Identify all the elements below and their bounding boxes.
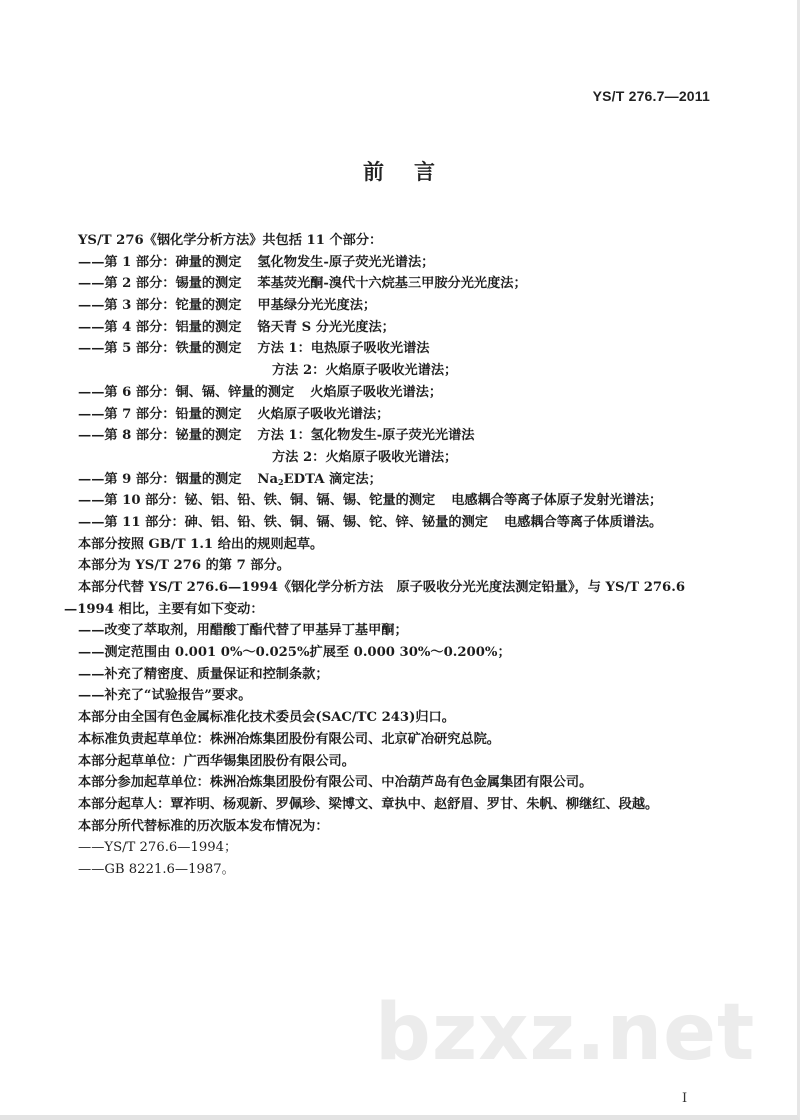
part-6 [78, 382, 718, 404]
part-method: 电感耦合等离子体质谱法。 [503, 514, 663, 530]
part-label: ——第 11 部分：砷、铝、铅、铁、铜、镉、锡、铊、锌、铋量的测定 [78, 514, 488, 530]
part-label: ——第 1 部分：砷量的测定 [78, 254, 242, 270]
part-label: ——第 3 部分：铊量的测定 [78, 298, 242, 314]
change-item: ——改变了萃取剂，用醋酸丁酯代替了甲基异丁基甲酮； [78, 623, 408, 639]
part-method: 氢化物发生-原子荧光光谱法； [257, 254, 435, 270]
part-label: ——第 8 部分：铋量的测定 [78, 428, 242, 444]
standard-code: YS/T 276.7—2011 [592, 88, 710, 104]
committee-statement: 本部分由全国有色金属标准化技术委员会(SAC/TC 243)归口。 [78, 710, 455, 726]
change-item: ——补充了“试验报告”要求。 [78, 688, 252, 704]
part-2 [78, 273, 718, 295]
change-item: ——测定范围由 0.001 0%～0.025%扩展至 0.000 30%～0.200%； [78, 645, 511, 661]
part-method: 甲基绿分光光度法； [257, 298, 377, 314]
history-item: ——YS/T 276.6—1994； [78, 840, 238, 856]
part-label: ——第 10 部分：铋、铝、铅、铁、铜、镉、锡、铊量的测定 [78, 493, 436, 509]
part-label: ——第 4 部分：铝量的测定 [78, 319, 242, 335]
page-number: I [682, 1091, 688, 1106]
part-method: 苯基荧光酮-溴代十六烷基三甲胺分光光度法； [257, 276, 527, 292]
change-item: ——补充了精密度、质量保证和控制条款； [78, 666, 329, 682]
history-item: ——GB 8221.6—1987。 [78, 861, 235, 877]
drafting-unit: 本部分起草单位：广西华锡集团股份有限公司。 [78, 753, 355, 769]
part-label: ——第 5 部分：铁量的测定 [78, 341, 242, 357]
part-method: EDTA 滴定法； [283, 471, 382, 487]
part-method: 方法 1：氢化物发生-原子荧光光谱法 [257, 428, 475, 444]
part-8-method-2: 方法 2：火焰原子吸收光谱法； [272, 449, 458, 465]
part-5-method-2: 方法 2：火焰原子吸收光谱法； [272, 363, 458, 379]
part-8 [78, 425, 718, 447]
part-method: 电感耦合等离子体原子发射光谱法； [451, 493, 663, 509]
drafters: 本部分起草人：覃祚明、杨观新、罗佩珍、梁博文、章执中、赵舒眉、罗甘、朱帆、柳继红、段越。 [78, 796, 659, 812]
history-intro: 本部分所代替标准的历次版本发布情况为： [78, 818, 329, 834]
part-method: 铬天青 S 分光光度法； [257, 319, 395, 335]
part-label: ——第 2 部分：锡量的测定 [78, 276, 242, 292]
page-title: 前言 [363, 160, 465, 184]
part-of-statement: 本部分为 YS/T 276 的第 7 部分。 [78, 558, 290, 574]
participating-units: 本部分参加起草单位：株洲冶炼集团股份有限公司、中冶葫芦岛有色金属集团有限公司。 [78, 775, 593, 791]
part-10 [78, 490, 718, 512]
part-label: ——第 7 部分：铅量的测定 [78, 406, 242, 422]
part-11 [78, 512, 718, 534]
responsible-units: 本标准负责起草单位：株洲冶炼集团股份有限公司、北京矿冶研究总院。 [78, 731, 500, 747]
part-label: ——第 9 部分：铟量的测定 [78, 471, 242, 487]
part-9 [78, 469, 718, 491]
replaces-statement: 本部分代替 YS/T 276.6—1994《铟化学分析方法 原子吸收分光光度法测定铅量》，与 YS/T 276.6 [78, 580, 686, 595]
replaces-statement-cont: —1994 相比，主要有如下变动： [64, 601, 264, 617]
part-1 [78, 252, 718, 274]
part-label: ——第 6 部分：铜、镉、锌量的测定 [78, 384, 295, 400]
part-method-formula: $Na_2$ [257, 471, 284, 487]
part-method: 火焰原子吸收光谱法； [257, 406, 390, 422]
foreword-body [64, 230, 718, 881]
part-4 [78, 317, 718, 339]
part-7 [78, 404, 718, 426]
watermark: bzxz.net [375, 988, 756, 1078]
part-5 [78, 338, 718, 360]
drafting-rule: 本部分按照 GB/T 1.1 给出的规则起草。 [78, 536, 324, 552]
intro-line: YS/T 276《铟化学分析方法》共包括 11 个部分： [78, 233, 383, 248]
part-method: 方法 1：电热原子吸收光谱法 [257, 341, 430, 357]
part-3 [78, 295, 718, 317]
part-method: 火焰原子吸收光谱法； [310, 384, 443, 400]
